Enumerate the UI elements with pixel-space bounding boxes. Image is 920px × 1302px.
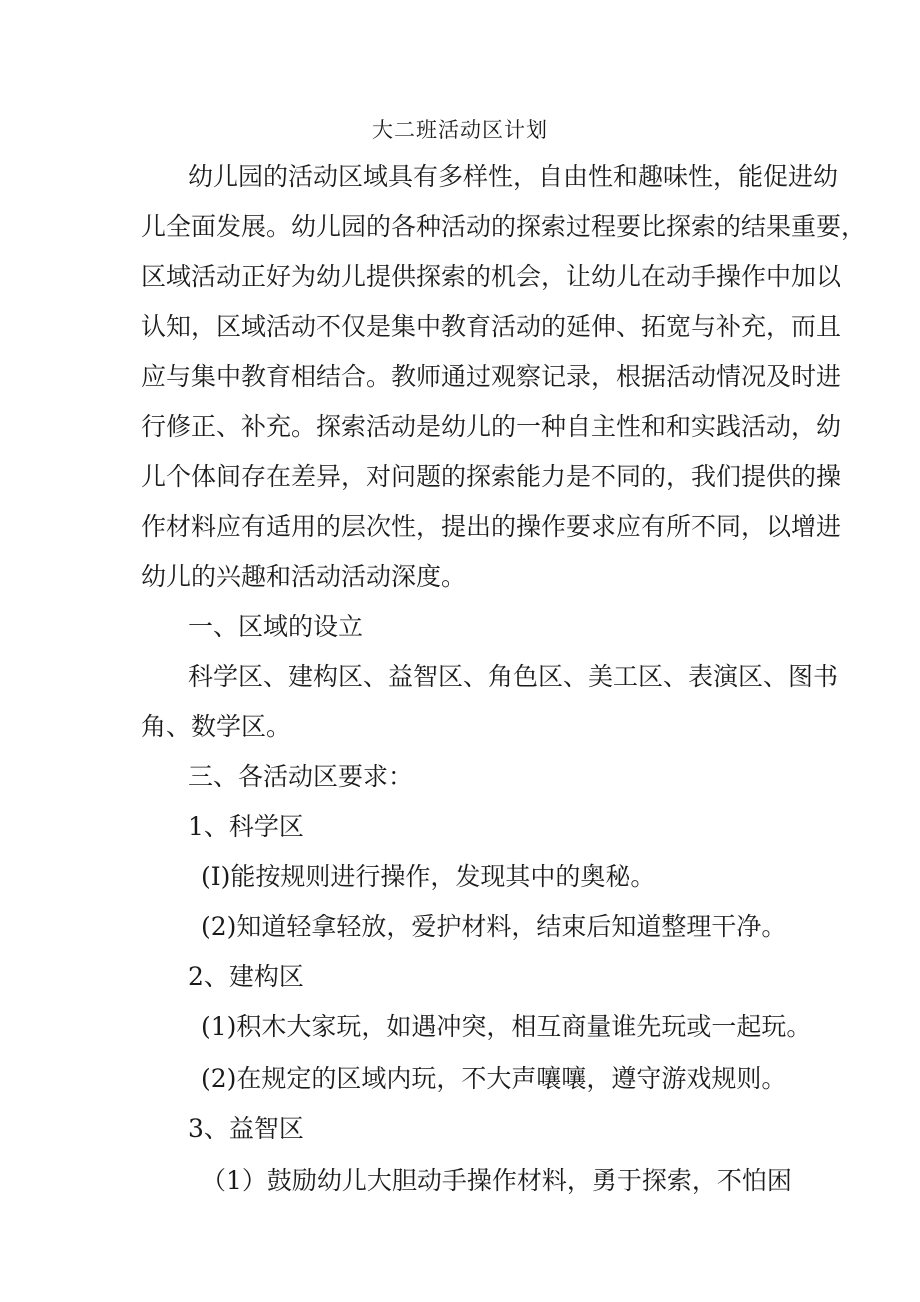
section1-line-2: 角、数学区。 — [141, 712, 292, 741]
intro-line-7: 儿个体间存在差异，对问题的探索能力是不同的，我们提供的操 — [141, 462, 842, 491]
intro-line-4: 认知，区域活动不仅是集中教育活动的延伸、拓宽与补充，而且 — [141, 312, 842, 341]
section3-heading: 三、各活动区要求： — [188, 762, 414, 791]
section1-line-1: 科学区、建构区、益智区、角色区、美工区、表演区、图书 — [188, 662, 839, 691]
building-heading: 2、建构区 — [188, 962, 304, 991]
intro-line-6: 行修正、补充。探索活动是幼儿的一种自主性和和实践活动，幼 — [141, 412, 842, 441]
science-item-2: (2)知道轻拿轻放，爱护材料，结束后知道整理干净。 — [201, 912, 787, 941]
science-heading: 1、科学区 — [188, 812, 304, 841]
document-title: 大二班活动区计划 — [372, 118, 548, 142]
intro-line-8: 作材料应有适用的层次性，提出的操作要求应有所不同，以增进 — [141, 512, 842, 541]
section1-heading: 一、区域的设立 — [188, 612, 364, 641]
intro-line-5: 应与集中教育相结合。教师通过观察记录，根据活动情况及时进 — [141, 362, 842, 391]
building-item-2: (2)在规定的区域内玩，不大声嚷嚷，遵守游戏规则。 — [201, 1064, 787, 1093]
puzzle-heading: 3、益智区 — [188, 1114, 304, 1143]
intro-line-2: 儿全面发展。幼儿园的各种活动的探索过程要比探索的结果重要， — [141, 212, 867, 241]
intro-line-3: 区域活动正好为幼儿提供探索的机会，让幼儿在动手操作中加以 — [141, 262, 842, 291]
science-item-1: (I)能按规则进行操作，发现其中的奥秘。 — [201, 862, 656, 891]
intro-line-9: 幼儿的兴趣和活动活动深度。 — [141, 562, 467, 591]
building-item-1: (1)积木大家玩，如遇冲突，相互商量谁先玩或一起玩。 — [201, 1012, 812, 1041]
intro-line-1: 幼儿园的活动区域具有多样性，自由性和趣味性，能促进幼 — [188, 162, 839, 191]
puzzle-item-1: （1）鼓励幼儿大胆动手操作材料，勇于探索，不怕困 — [201, 1166, 792, 1195]
